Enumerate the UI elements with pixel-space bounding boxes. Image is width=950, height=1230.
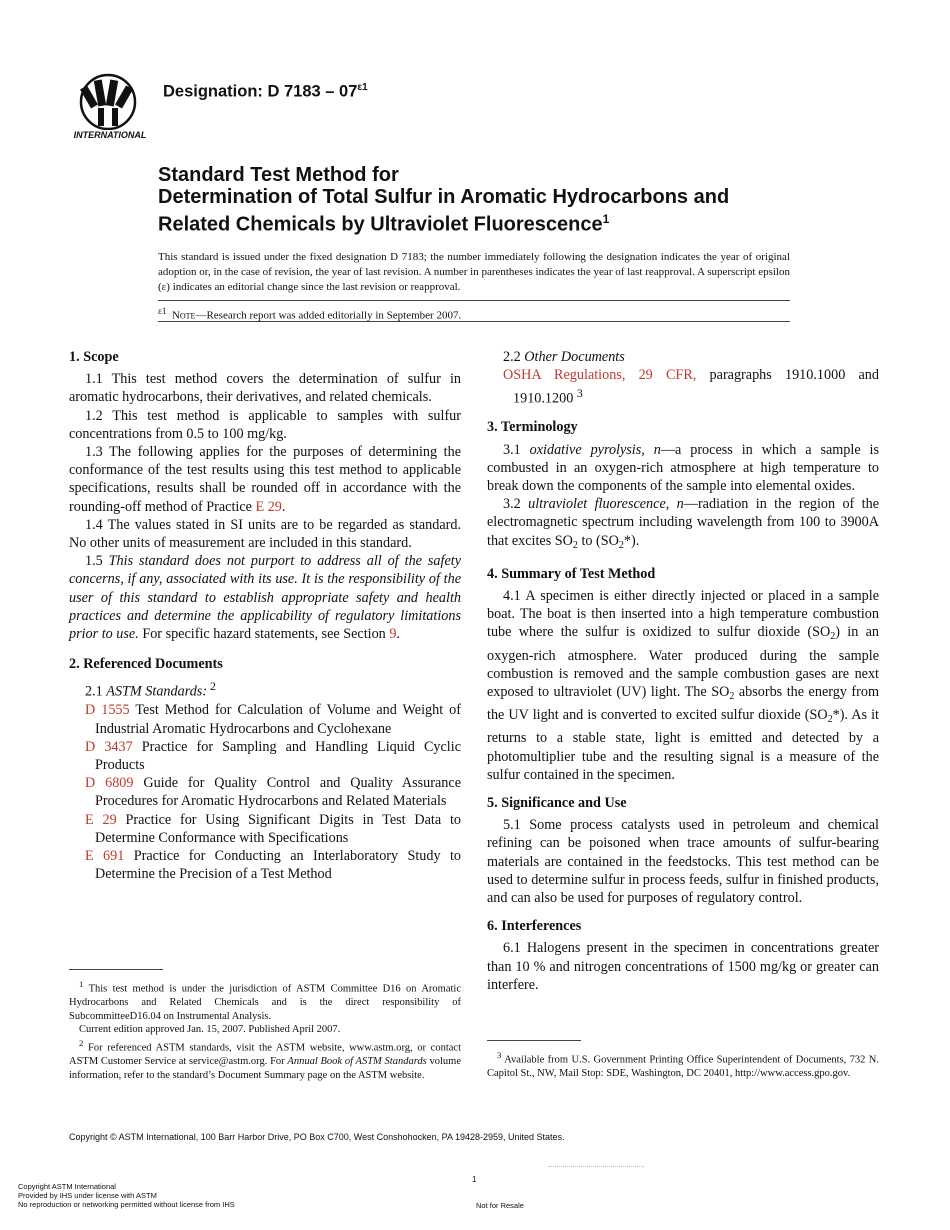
divider bbox=[158, 321, 790, 322]
not-for-resale: Not for Resale bbox=[476, 1201, 524, 1210]
section-heading: 3. Terminology bbox=[487, 419, 578, 436]
section-heading: 2. Referenced Documents bbox=[69, 656, 223, 673]
list-item: D 6809 Guide for Quality Control and Quality Assurance Procedures for Aromatic Hydrocarbons and Related Materials bbox=[85, 775, 461, 810]
right-footnotes: $^3$ Available from U.S. Government Printing Office Superintendent of Documents, 732 N. Capitol St., NW, Mail Stop: SDE, Washington, DC 20401, http://www.access.gpo.gov. bbox=[487, 1040, 879, 1081]
list-item: E 691 Practice for Conducting an Interlaboratory Study to Determine the Precision of a Test Method bbox=[85, 848, 461, 883]
left-column: 1. Scope 1.1 This test method covers the determination of sulfur in aromatic hydrocarbons, their derivatives, and related chemicals. 1.2 This test method is applicable to samples with sulfur concentrations from 0.5 to 100 mg/kg. 1.3 The following applies for the purposes of determining the conformance of the test results using this test method to applicable specifications, results shall be rounded off in accordance with the rounding-off method of Practice E 29. 1.4 The values stated in SI units are to be regarded as standard. No other units of measurement are included in this standard. 1.5 This standard does not purport to address all of the safety concerns, if any, associated with its use. It is the responsibility of the user of this standard to establish appropriate safety and health practices and determine the applicability of regulatory limitations prior to use. For specific hazard statements, see Section 9. 2. Referenced Documents 2.1 ASTM Standards: $^2$ D 1555 Test Method for Calculation of Volume and Weight of Industrial Aromatic Hydrocarbons and Cyclohexane D 3437 Practice for Sampling and Handling Liquid Cyclic Products D 6809 Guide for Quality Control and Quality Assurance Procedures for Aromatic Hydrocarbons and Related Materials E 29 Practice for Using Significant Digits in Test Data to Determine Conformance with Specifications E 691 Practice for Conducting an Interlaboratory Study to Determine the Precision of a Test Method bbox=[69, 349, 462, 883]
osha-link[interactable]: OSHA Regulations, 29 CFR, bbox=[503, 367, 697, 384]
copyright-line: Copyright © ASTM International, 100 Barr Harbor Drive, PO Box C700, West Conshohocken, PA 19428-2959, United States. bbox=[69, 1132, 565, 1142]
dotted-mark bbox=[548, 1166, 644, 1167]
link-e29[interactable]: E 29 bbox=[255, 498, 282, 515]
editorial-note: $^{\varepsilon 1}$ Note—Research report was added editorially in September 2007. bbox=[158, 306, 462, 322]
section-heading: 1. Scope bbox=[69, 349, 119, 365]
right-column: 2.2 Other Documents OSHA Regulations, 29 CFR, paragraphs 1910.1000 and 1910.1200 $^3$ 3. Terminology 3.1 oxidative pyrolysis, n—a process in which a sample is combusted in an oxygen-rich atmosphere at high temperature to break down the components of the sample into elemental oxides. 3.2 ultraviolet fluorescence, n—radiation in the region of the electromagnetic spectrum including wavelength from 100 to 3900A that excites $SO_2$ to $(SO_2*)$. 4. Summary of Test Method 4.1 A specimen is either directly injected or placed in a sample boat. The boat is then inserted into a high temperature combustion tube where the sulfur is oxidized to sulfur dioxide $(SO_2)$ in an oxygen-rich atmosphere. Water produced during the sample combustion is removed and the sample combustion gases are next exposed to ultraviolet (UV) light. The $SO_2$ absorbs the energy from the UV light and is converted to excited sulfur dioxide $(SO_2*)$. As it returns to a stable state, light is emitted and detected by a photomultiplier tube and the resulting signal is a measure of the sulfur contained in the specimen. 5. Significance and Use 5.1 Some process catalysts used in petroleum and chemical refining can be poisoned when trace amounts of sulfur-bearing materials are contained in the feedstocks. This test method can be used to determine sulfur in process feeds, sulfur in finished products, and can also be used for purposes of regulatory control. 6. Interferences 6.1 Halogens present in the specimen in concentrations greater than 10 % and nitrogen concentrations of 1500 mg/kg or greater can interfere. bbox=[487, 349, 880, 993]
left-footnotes: $^1$ This test method is under the jurisdiction of ASTM Committee D16 on Aromatic Hydrocarbons and Related Chemicals and is the direct responsibility of SubcommitteeD16.04 on Instrumental Analysis. Current edition approved Jan. 15, 2007. Published April 2007. $^2$ For referenced ASTM standards, visit the ASTM website, www.astm.org, or contact ASTM Customer Service at service@astm.org. For Annual Book of ASTM Standards volume information, refer to the standard’s Document Summary page on the ASTM website. bbox=[69, 969, 461, 1082]
document-title: Standard Test Method for Determination of Total Sulfur in Aromatic Hydrocarbons and Related Chemicals by Ultraviolet Fluorescence$^1$ bbox=[158, 164, 730, 236]
designation: Designation: D $7183 - 07^{\varepsilon 1}$ bbox=[163, 82, 368, 101]
ref-link[interactable]: E 691 bbox=[85, 848, 125, 865]
issuance-statement: This standard is issued under the fixed designation D 7183; the number immediately following the designation indicates the year of original adoption or, in the case of revision, the year of last revision. A number in parentheses indicates the year of last reapproval. A superscript epsilon (ε) indicates an editorial change since the last revision or reapproval. bbox=[158, 251, 790, 293]
ref-link[interactable]: D 1555 bbox=[85, 702, 130, 719]
page-number: 1 bbox=[472, 1175, 477, 1184]
list-item: E 29 Practice for Using Significant Digits in Test Data to Determine Conformance with Specifications bbox=[85, 811, 462, 846]
ref-link[interactable]: D 6809 bbox=[85, 775, 134, 792]
ref-link[interactable]: E 29 bbox=[85, 811, 117, 828]
list-item: D 3437 Practice for Sampling and Handling Liquid Cyclic Products bbox=[85, 738, 461, 773]
link-section-9[interactable]: 9 bbox=[389, 626, 397, 643]
divider bbox=[158, 300, 790, 301]
section-heading: 4. Summary of Test Method bbox=[487, 565, 656, 582]
astm-logo bbox=[68, 72, 154, 142]
list-item: D 1555 Test Method for Calculation of Volume and Weight of Industrial Aromatic Hydrocarbons and Cyclohexane bbox=[85, 702, 461, 737]
ref-link[interactable]: D 3437 bbox=[85, 738, 133, 755]
license-notice: Copyright ASTM International Provided by IHS under license with ASTM No reproduction or networking permitted without license from IHS bbox=[18, 1182, 235, 1209]
logo-text: INTERNATIONAL bbox=[73, 130, 147, 140]
section-heading: 5. Significance and Use bbox=[487, 795, 627, 811]
section-heading: 6. Interferences bbox=[487, 918, 582, 935]
